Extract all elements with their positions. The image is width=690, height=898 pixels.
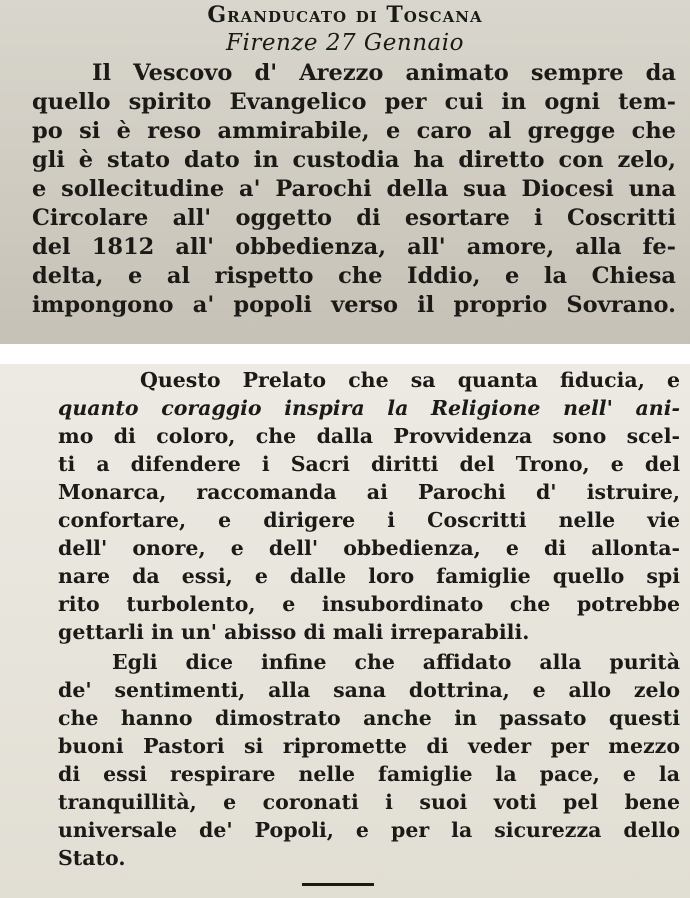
text-line: Stato.: [58, 846, 126, 870]
top-clipping: [0, 0, 690, 344]
text-line: impongono a' popoli verso il proprio Sovrano.: [32, 292, 676, 318]
text-line: quello spirito Evangelico per cui in ogni tem-: [32, 89, 676, 115]
text-line: Questo Prelato che sa quanta fiducia, e: [140, 368, 680, 392]
text-line: tranquillità, e coronati i suoi voti pel bene: [58, 790, 680, 814]
text-line: di essi respirare nelle famiglie la pace, e la: [58, 762, 680, 786]
text-line: universale de' Popoli, e per la sicurezza dello: [58, 818, 680, 842]
text-line: gli è stato dato in custodia ha diretto con zelo,: [32, 147, 676, 173]
text-line: confortare, e dirigere i Coscritti nelle vie: [58, 508, 680, 532]
section-header: Granducato di Toscana: [207, 2, 483, 28]
text-line: buoni Pastori si ripromette di veder per mezzo: [58, 734, 680, 758]
bottom-clipping: [0, 364, 690, 898]
text-line: Monarca, raccomanda ai Parochi d' istruire,: [58, 480, 680, 504]
text-line: mo di coloro, che dalla Provvidenza sono scel-: [58, 424, 680, 448]
text-line: del 1812 all' obbedienza, all' amore, alla fe-: [32, 234, 676, 260]
text-line: ti a difendere i Sacri diritti del Trono, e del: [58, 452, 680, 476]
text-line: delta, e al rispetto che Iddio, e la Chiesa: [32, 263, 676, 289]
separator-rule: [302, 883, 374, 886]
text-line: dell' onore, e dell' obbedienza, e di allonta-: [58, 536, 680, 560]
text-line: nare da essi, e dalle loro famiglie quello spi: [58, 564, 680, 588]
text-line: rito turbolento, e insubordinato che potrebbe: [58, 592, 680, 616]
text-line: Il Vescovo d' Arezzo animato sempre da: [92, 60, 676, 86]
text-line: po si è reso ammirabile, e caro al gregge che: [32, 118, 676, 144]
text-line: Egli dice infine che affidato alla purità: [112, 650, 680, 674]
text-line: quanto coraggio inspira la Religione nell' ani-: [58, 396, 680, 420]
text-line: e sollecitudine a' Parochi della sua Diocesi una: [32, 176, 676, 202]
text-line: gettarli in un' abisso di mali irreparabili.: [58, 620, 530, 644]
text-line: che hanno dimostrato anche in passato questi: [58, 706, 680, 730]
text-line: de' sentimenti, alla sana dottrina, e allo zelo: [58, 678, 680, 702]
dateline: Firenze 27 Gennaio: [226, 30, 464, 56]
text-line: Circolare all' oggetto di esortare i Coscritti: [32, 205, 676, 231]
clipping-gap: [0, 344, 690, 364]
